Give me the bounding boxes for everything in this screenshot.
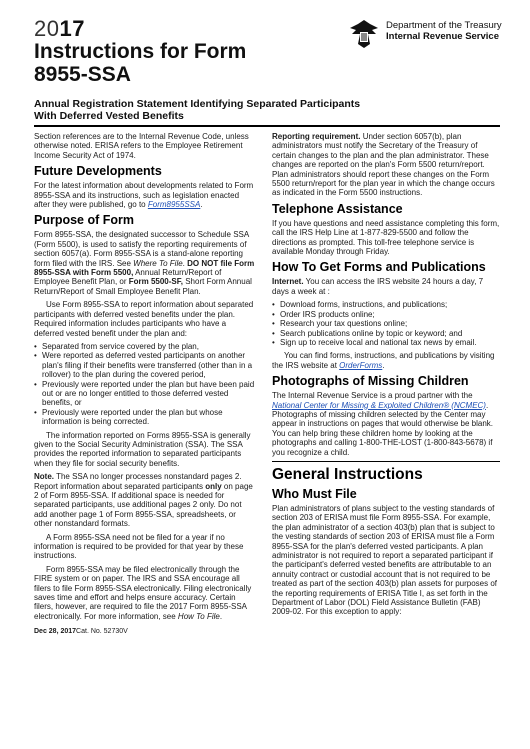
future-developments-heading: Future Developments	[34, 164, 162, 179]
list-item: • Previously were reported under the plan but have been paid out or are no longer entitled to those deferred vested benefits, or	[34, 380, 256, 408]
general-instructions-heading: General Instructions	[272, 461, 500, 484]
internet-paragraph: Internet. You can access the IRS website 24 hours a day, 7 days a week at :	[272, 277, 484, 296]
title-line-2: 8955-SSA	[34, 63, 131, 86]
list-item: • Order IRS products online;	[272, 310, 500, 319]
footer-cat-no: Cat. No. 52730V	[76, 628, 128, 636]
orderforms-link[interactable]: OrderForms	[339, 360, 383, 370]
list-item: • Were reported as deferred vested participants on another plan's filing if their benefits were transferred (other than in a rollover) to the plan during the covered period,	[34, 351, 256, 379]
telephone-assistance-text: If you have questions and need assistance completing this form, call the IRS Help Line at 1-877-829-5500 and follow the directions as prompted. This toll-free telephone service is available Monday through Friday.	[272, 218, 500, 257]
form-year: 2017	[34, 16, 85, 41]
page-title	[34, 40, 246, 86]
right-column	[272, 132, 500, 621]
form8955ssa-link[interactable]: Form8955SSA	[147, 200, 201, 210]
who-must-file-text: Plan administrators of plans subject to the vesting standards of section 203 of ERISA must file Form 8955-SSA. For example, the plan administrator of a section 403(b) plan that is subject to the vesting standards of section 203 of ERISA must file a Form 8955-SSA for the plan's deferred vested participants. A plan administrator is not required to report a separated participant if the participant's deferred vested benefits are attributable to an annuity contract or custodial account that is not required to be treated as part of the section 403(b) plan assets for purposes of the reporting requirements of ERISA Title I, as set forth in the Department of Labor (DOL) Field Assistance Bulletin (FAB) 2009-02. For this exception to apply:	[272, 503, 498, 617]
purpose-paragraph-2: Use Form 8955-SSA to report information about separated participants with deferred vested benefits under the plan. Required information includes participants who have a deferred vested benefit under the plan and:	[34, 300, 254, 338]
reporting-requirement-paragraph: Reporting requirement. Under section 6057(b), plan administrators must notify the Secretary of the Treasury of certain changes to the plan and the plan administrator. These changes are reported on the plan's Form 5500 return/report. Plan administrators should report these changes on the Form 5500 return/report for the plan year in which the change occurs as indicated in the Form 5500 instructions.	[272, 132, 495, 198]
title-line-1: Instructions for Form	[34, 40, 247, 63]
list-item: • Search publications online by topic or keyword; and	[272, 329, 500, 338]
note-paragraph: Note. The SSA no longer processes nonstandard pages 2. Report information about separated participants only on page 2 of Form 8955-SSA. If additional space is needed for separated participants, use additional pages 2 only. Do not add another page 1 of Form 8955-SSA, spreadsheets, or other nonstandard formats.	[34, 472, 253, 529]
list-item: • Separated from service covered by the plan,	[34, 342, 256, 351]
purpose-paragraph-3: The information reported on Forms 8955-SSA is generally given to the Social Security Administration (SSA). The SSA provides the reported information to separated participants when they file for social security benefits.	[34, 430, 251, 468]
who-must-file-heading: Who Must File	[272, 486, 357, 501]
form-subtitle: Annual Registration Statement Identifying Separated Participants With Deferred Vested Benefits	[34, 98, 361, 122]
telephone-assistance-heading: Telephone Assistance	[272, 201, 403, 216]
purpose-heading: Purpose of Form	[34, 213, 135, 228]
future-developments-text: For the latest information about developments related to Form 8955-SSA and its instructions, such as legislation enacted after they were published, go to Form8955SSA.	[34, 181, 254, 210]
where-to-file-ref: Where To File	[133, 258, 183, 268]
irs-eagle-icon	[348, 18, 380, 50]
agency-irs: Internal Revenue Service	[386, 31, 499, 42]
missing-children-heading: Photographs of Missing Children	[272, 374, 469, 389]
order-forms-paragraph: You can find forms, instructions, and publications by visiting the IRS website at OrderForms.	[272, 351, 495, 370]
ncmec-link[interactable]: National Center for Missing & Exploited Children® (NCMEC)	[272, 400, 486, 410]
intro-text: Section references are to the Internal Revenue Code, unless otherwise noted. ERISA refers to the Employee Retirement Income Security Act of 1974.	[34, 132, 249, 160]
header-rule	[34, 125, 500, 127]
purpose-paragraph-5: Form 8955-SSA may be filed electronically through the FIRE system or on paper. The IRS and SSA encourage all filers to file Form 8955-SSA electronically. Filing electronically saves time and effort and helps ensure accuracy. Certain filers, however, are required to file the 2017 Form 8955-SSA electronically. For more information, see How To File.	[34, 564, 252, 621]
forms-publications-heading: How To Get Forms and Publications	[272, 260, 486, 275]
list-item: • Research your tax questions online;	[272, 319, 500, 328]
footer-date: Dec 28, 2017	[34, 628, 77, 636]
separated-participants-list	[34, 342, 256, 427]
purpose-paragraph-4: A Form 8955-SSA need not be filed for a year if no information is required to be provided for that year by these instructions.	[34, 532, 244, 561]
left-column	[34, 132, 256, 637]
list-item: • Download forms, instructions, and publications;	[272, 300, 500, 309]
footer	[34, 627, 256, 636]
agency-dept: Department of the Treasury	[386, 20, 502, 31]
irs-website-list	[272, 300, 500, 347]
list-item: • Sign up to receive local and national tax news by email.	[272, 338, 500, 347]
agency-name	[386, 20, 502, 42]
missing-children-text: The Internal Revenue Service is a proud partner with the National Center for Missing & Exploited Children® (NCMEC). Photographs of missing children selected by the Center may appear in instructions on pages that would otherwise be blank. You can help bring these children home by looking at the photographs and calling 1-800-THE-LOST (1-800-843-5678) if you recognize a child.	[272, 391, 494, 457]
list-item: • Previously were reported under the plan but whose information is being corrected.	[34, 408, 256, 427]
purpose-paragraph-1: Form 8955-SSA, the designated successor to Schedule SSA (Form 5500), is used to satisfy the reporting requirements of section 6057(a). Form 8955-SSA is a stand-alone reporting form filed with the IRS. See Where To File. DO NOT file Form 8955-SSA with Form 5500, Annual Return/Report of Employee Benefit Plan, or Form 5500-SF, Short Form Annual Return/Report of Small Employee Benefit Plan.	[34, 230, 255, 296]
how-to-file-ref: How To File	[177, 611, 220, 621]
